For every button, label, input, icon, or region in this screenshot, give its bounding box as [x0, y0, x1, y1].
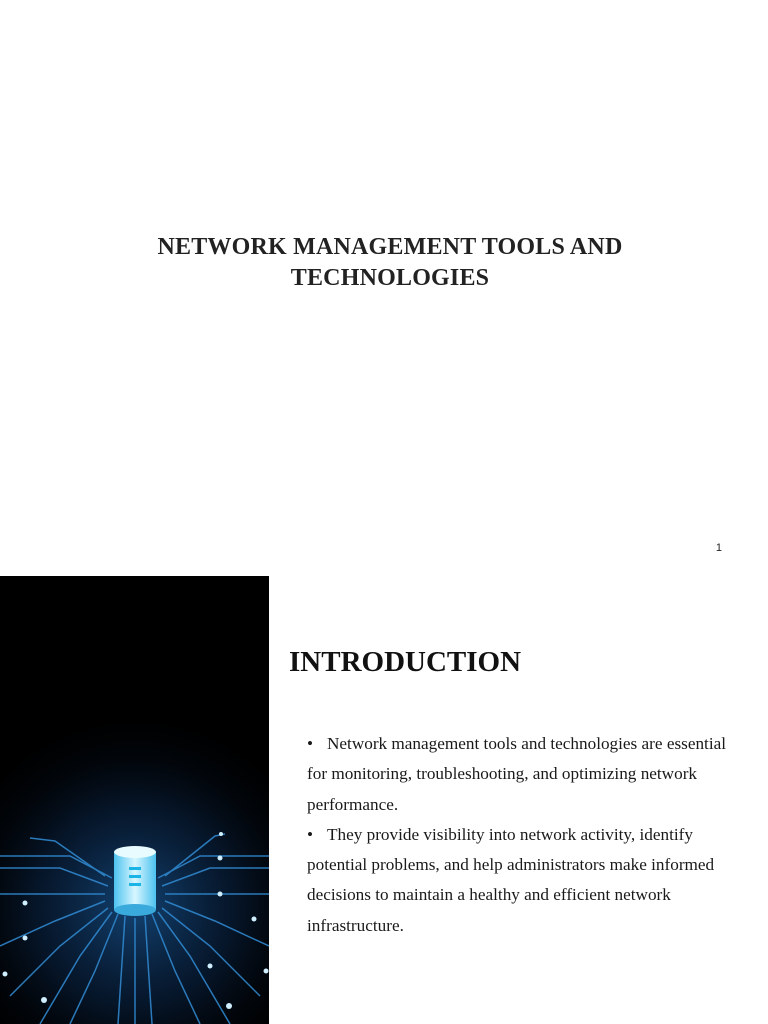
introduction-bullet-list	[307, 729, 747, 941]
bullet-text: Network management tools and technologies are essential for monitoring, troubleshooting, and optimizing network performance.	[307, 734, 727, 814]
bullet-symbol: •	[307, 824, 314, 844]
slide-title-line-2: TECHNOLOGIES	[290, 265, 490, 291]
server-circuit-image	[0, 576, 269, 1024]
page-number: 1	[715, 542, 722, 554]
introduction-heading: INTRODUCTION	[289, 646, 522, 678]
bullet-text: They provide visibility into network activity, identify potential problems, and help administrators make informed decisions to maintain a healthy and efficient network infrastructure.	[307, 824, 715, 935]
slide-title	[100, 232, 680, 294]
bullet-symbol: •	[307, 734, 314, 753]
slide-title-line-1: NETWORK MANAGEMENT TOOLS AND	[157, 234, 623, 260]
server-cylinder	[114, 846, 156, 916]
bullet-item	[307, 820, 747, 941]
server-circuit-icon	[0, 576, 269, 1024]
introduction-slide	[0, 576, 768, 1024]
bullet-item	[307, 729, 747, 820]
